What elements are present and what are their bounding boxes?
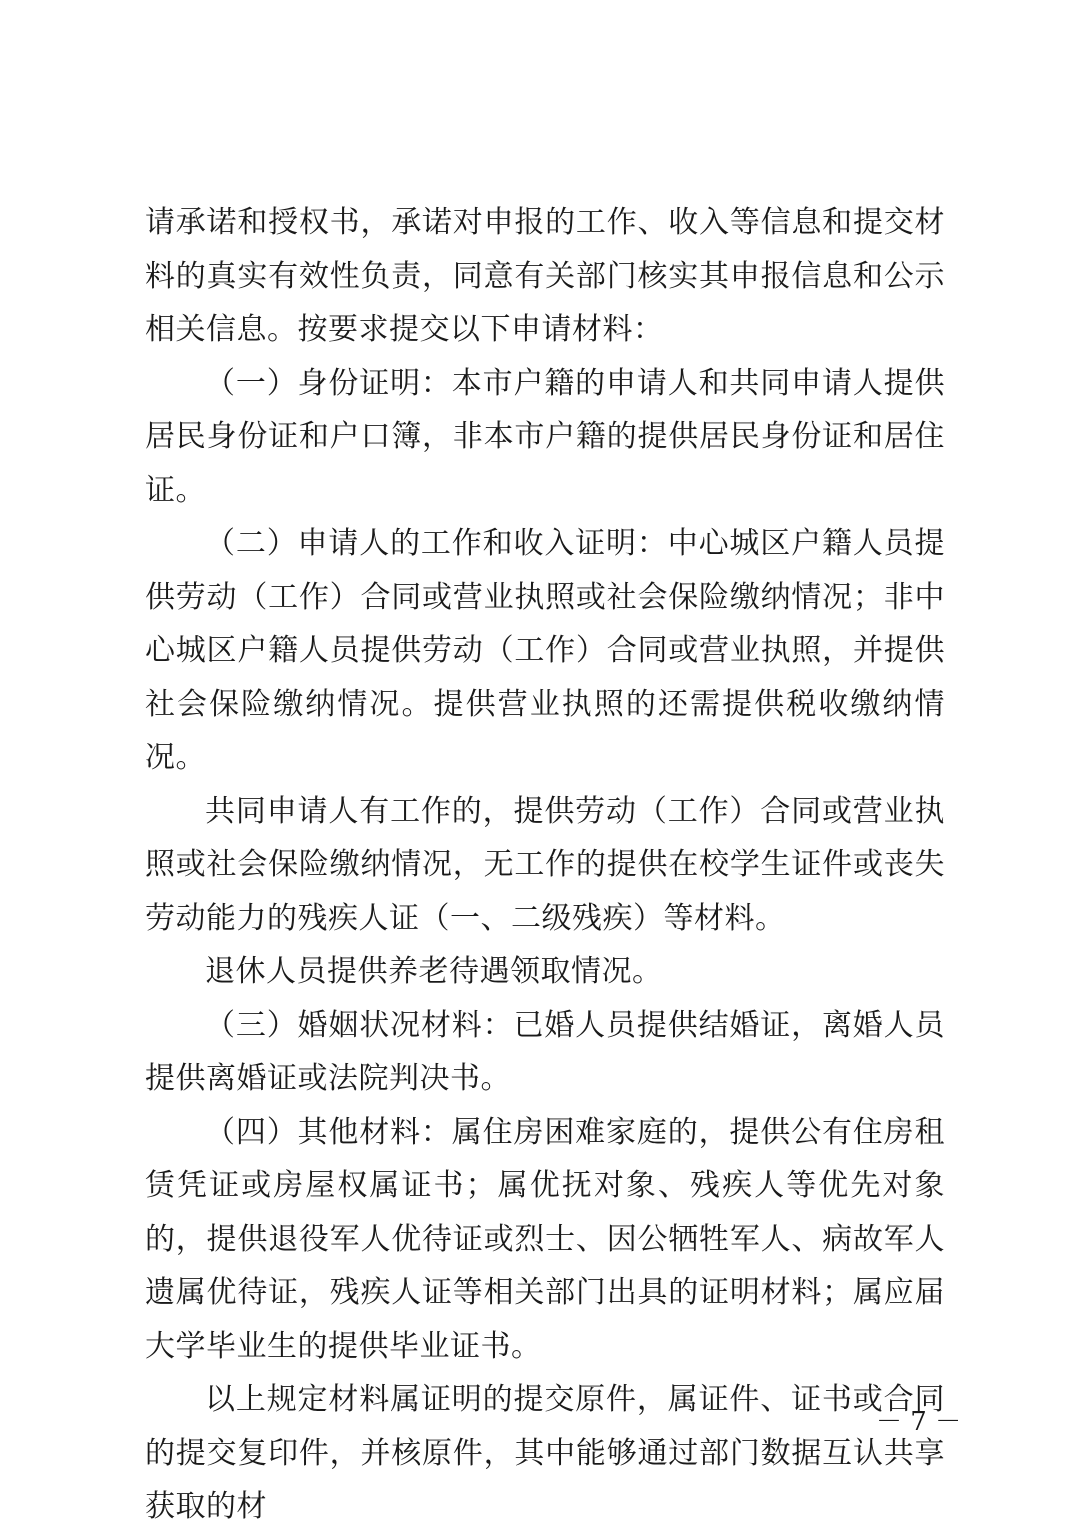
page-number: － 7 － bbox=[876, 1407, 962, 1437]
document-body bbox=[145, 196, 962, 1534]
paragraph-4: 共同申请人有工作的，提供劳动（工作）合同或营业执照或社会保险缴纳情况，无工作的提供在校学生证件或丧失劳动能力的残疾人证（一、二级残疾）等材料。 bbox=[145, 793, 945, 936]
paragraph-1: 请承诺和授权书，承诺对申报的工作、收入等信息和提交材料的真实有效性负责，同意有关部门核实其申报信息和公示相关信息。按要求提交以下申请材料： bbox=[145, 205, 945, 347]
paragraph-8: 以上规定材料属证明的提交原件，属证件、证书或合同的提交复印件，并核原件，其中能够通过部门数据互认共享获取的材 bbox=[145, 1382, 945, 1524]
paragraph-2: （一）身份证明：本市户籍的申请人和共同申请人提供居民身份证和户口簿，非本市户籍的提供居民身份证和居住证。 bbox=[145, 365, 945, 508]
paragraph-5: 退休人员提供养老待遇领取情况。 bbox=[205, 954, 663, 989]
paragraph-7: （四）其他材料：属住房困难家庭的，提供公有住房租赁凭证或房屋权属证书；属优抚对象、残疾人等优先对象的，提供退役军人优待证或烈士、因公牺牲军人、病故军人遗属优待证，残疾人证等相关部门出具的证明材料；属应届大学毕业生的提供毕业证书。 bbox=[145, 1114, 945, 1364]
paragraph-6: （三）婚姻状况材料：已婚人员提供结婚证，离婚人员提供离婚证或法院判决书。 bbox=[145, 1007, 945, 1096]
paragraph-3: （二）申请人的工作和收入证明：中心城区户籍人员提供劳动（工作）合同或营业执照或社会保险缴纳情况；非中心城区户籍人员提供劳动（工作）合同或营业执照，并提供社会保险缴纳情况。提供营业执照的还需提供税收缴纳情况。 bbox=[145, 526, 945, 775]
